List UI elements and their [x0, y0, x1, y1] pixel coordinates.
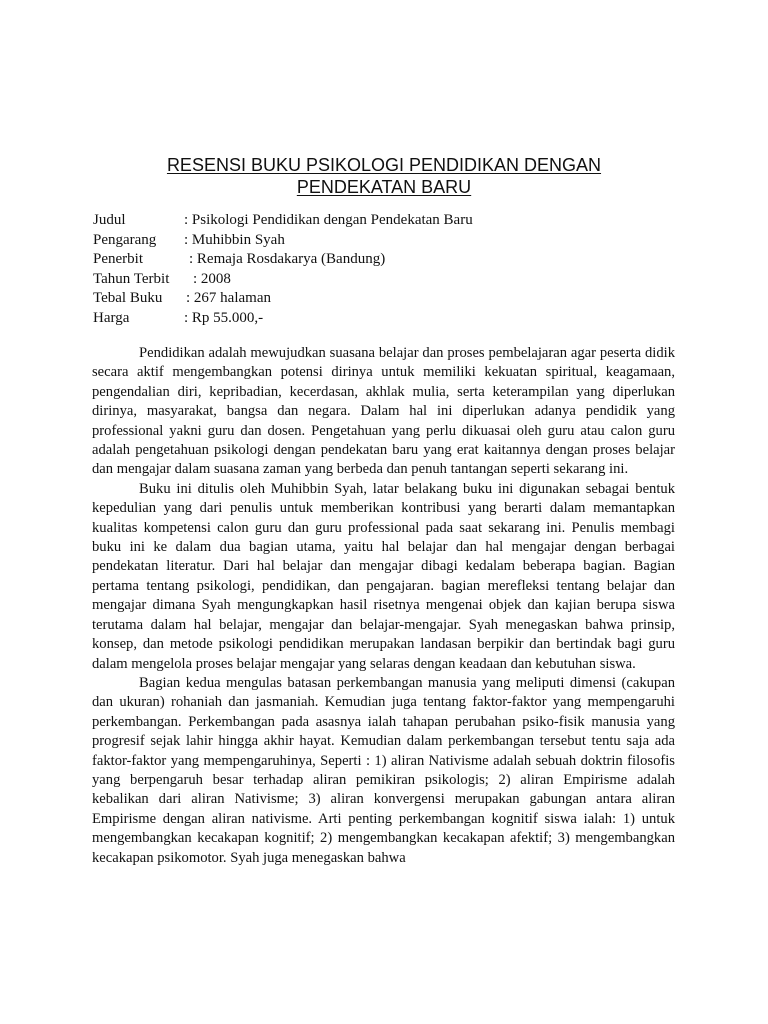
metadata-row-pengarang: [93, 231, 533, 251]
review-body: [92, 344, 675, 868]
paragraph-introduction: Pendidikan adalah mewujudkan suasana belajar dan proses pembelajaran agar peserta didik secara aktif mengembangkan potensi dirinya untuk memiliki kekuatan spiritual, keagamaan, pengendalian diri, kepribadian, kecerdasan, akhlak mulia, serta keterampilan yang diperlukan dirinya, masyarakat, bangsa dan negara. Dalam hal ini diperlukan adanya pendidik yang professional yakni guru dan dosen. Pengetahuan yang perlu dikuasai oleh guru atau calon guru adalah pengetahuan psikologi dengan pendekatan baru yang erat kaitannya dengan proses belajar dan mengajar dalam suasana zaman yang berbeda dan penuh tantangan seperti sekarang ini.: [92, 345, 675, 478]
metadata-value: : Remaja Rosdakarya (Bandung): [189, 251, 386, 267]
title-line-1: RESENSI BUKU PSIKOLOGI PENDIDIKAN DENGAN: [166, 155, 602, 175]
metadata-label: Tahun Terbit: [93, 270, 170, 287]
metadata-row-penerbit: [93, 250, 533, 270]
metadata-label: Harga: [93, 309, 130, 326]
metadata-row-harga: [93, 309, 533, 329]
metadata-value: : Psikologi Pendidikan dengan Pendekatan Baru: [184, 212, 473, 228]
metadata-label: Penerbit: [93, 251, 143, 267]
title-line-2: PENDEKATAN BARU: [296, 177, 472, 197]
metadata-row-tahun-terbit: [93, 270, 533, 290]
paragraph-part-two: Bagian kedua mengulas batasan perkembangan manusia yang meliputi dimensi (cakupan dan ukuran) rohaniah dan jasmaniah. Kemudian juga tentang faktor-faktor yang mempengaruhi perkembangan. Perkembangan pada asasnya ialah tahapan perubahan psiko-fisik manusia yang progresif sejak lahir hingga akhir hayat. Kemudian dalam perkembangan tersebut tentu saja ada faktor-faktor yang mempengaruhinya, Seperti : 1) aliran Nativisme adalah sebuah doktrin filosofis yang berpengaruh besar terhadap aliran pemikiran psikologis; 2) aliran Empirisme adalah kebalikan dari aliran Nativisme; 3) aliran konvergensi merupakan gabungan antara aliran Empirisme dengan aliran nativisme. Arti penting perkembangan kognitif siswa ialah: 1) untuk mengembangkan kecakapan kognitif; 2) mengembangkan kecakapan afektif; 3) mengembangkan kecakapan psikomotor. Syah juga menegaskan bahwa: [92, 674, 675, 866]
metadata-label: Pengarang: [93, 231, 157, 248]
metadata-value: : 2008: [193, 270, 231, 287]
metadata-value: : Muhibbin Syah: [184, 231, 285, 248]
metadata-value: : 267 halaman: [186, 290, 271, 306]
metadata-value: : Rp 55.000,-: [184, 309, 264, 326]
page-title: [92, 154, 676, 198]
metadata-row-judul: [93, 211, 533, 231]
paragraph-author-background: Buku ini ditulis oleh Muhibbin Syah, latar belakang buku ini digunakan sebagai bentuk kepedulian yang dari penulis untuk memberikan kontribusi yang berarti dalam memantapkan kualitas kompetensi calon guru dan guru professional pada saat sekarang ini. Penulis membagi buku ini ke dalam dua bagian utama, yaitu hal belajar dan hal mengajar dengan berbagai pendekatan literatur. Dari hal belajar dan mengajar dibagi kedalam beberapa bagian. Bagian pertama tentang psikologi, pendidikan, dan pengajaran. bagian merefleksi tentang belajar dan mengajar dimana Syah mengungkapkan hasil risetnya mengenai objek dan kajian berupa siswa terutama dalam hal belajar, mengajar dan belajar-mengajar. Syah menegaskan bahwa prinsip, konsep, dan metode psikologi pendidikan merupakan landasan berpikir dan bertindak bagi guru dalam mengelola proses belajar mengajar yang selaras dengan keadaan dan kebutuhan siswa.: [92, 480, 675, 672]
metadata-label: Tebal Buku: [93, 290, 163, 306]
metadata-label: Judul: [93, 212, 126, 228]
book-metadata: [93, 211, 533, 328]
metadata-row-tebal-buku: [93, 289, 533, 309]
